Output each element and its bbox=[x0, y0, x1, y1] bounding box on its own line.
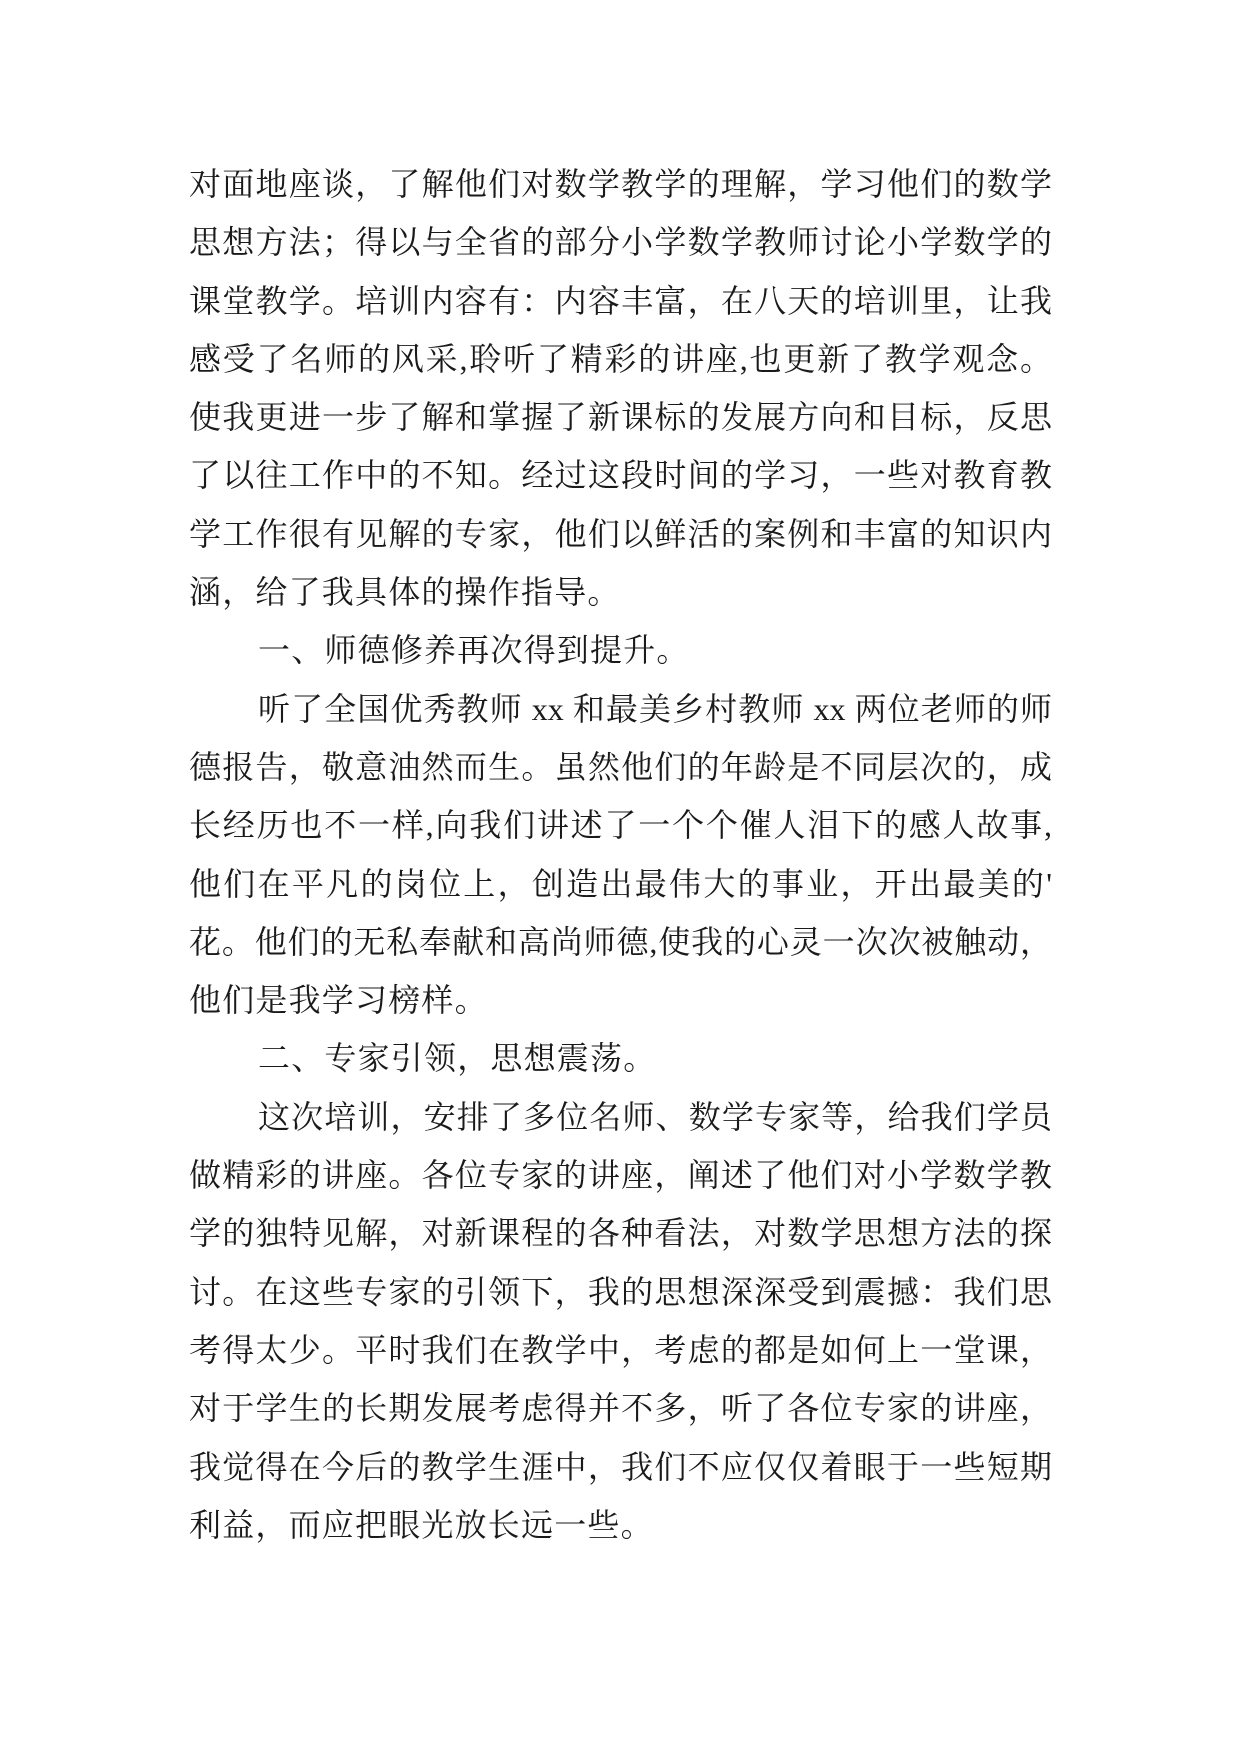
text-line: 感受了名师的风采,聆听了精彩的讲座,也更新了教学观念。 bbox=[189, 340, 1052, 377]
text-line: 使我更进一步了解和掌握了新课标的发展方向和目标，反思 bbox=[189, 399, 1052, 436]
text-line: 花。他们的无私奉献和高尚师德,使我的心灵一次次被触动， bbox=[189, 923, 1052, 960]
text-line: 这次培训，安排了多位名师、数学专家等，给我们学员 bbox=[258, 1098, 1052, 1135]
text-line: 学的独特见解，对新课程的各种看法，对数学思想方法的探 bbox=[189, 1215, 1052, 1252]
text-line: 考得太少。平时我们在教学中，考虑的都是如何上一堂课， bbox=[189, 1331, 1052, 1368]
text-line: 思想方法；得以与全省的部分小学数学教师讨论小学数学的 bbox=[189, 224, 1052, 261]
text-line: 对面地座谈，了解他们对数学教学的理解，学习他们的数学 bbox=[189, 166, 1052, 202]
text-line: 二、专家引领，思想震荡。 bbox=[258, 1040, 657, 1077]
text-line: 涵，给了我具体的操作指导。 bbox=[189, 574, 621, 611]
text-line: 做精彩的讲座。各位专家的讲座，阐述了他们对小学数学教 bbox=[189, 1157, 1052, 1194]
text-line: 他们在平凡的岗位上，创造出最伟大的事业，开出最美的' bbox=[189, 865, 1052, 902]
text-line: 利益，而应把眼光放长远一些。 bbox=[189, 1506, 654, 1543]
document-text-block bbox=[189, 155, 1052, 1554]
text-line: 对于学生的长期发展考虑得并不多，听了各位专家的讲座， bbox=[189, 1390, 1052, 1427]
text-line: 一、师德修养再次得到提升。 bbox=[258, 632, 690, 669]
text-line: 了以往工作中的不知。经过这段时间的学习，一些对教育教 bbox=[189, 457, 1052, 494]
text-line: 他们是我学习榜样。 bbox=[189, 982, 488, 1019]
text-line: 德报告，敬意油然而生。虽然他们的年龄是不同层次的，成 bbox=[189, 748, 1052, 785]
text-line: 课堂教学。培训内容有：内容丰富，在八天的培训里，让我 bbox=[189, 282, 1052, 319]
text-line: 学工作很有见解的专家，他们以鲜活的案例和丰富的知识内 bbox=[189, 515, 1052, 552]
text-line: 讨。在这些专家的引领下，我的思想深深受到震撼：我们思 bbox=[189, 1273, 1052, 1310]
text-line: 长经历也不一样,向我们讲述了一个个催人泪下的感人故事, bbox=[189, 807, 1052, 844]
text-line: 听了全国优秀教师 xx 和最美乡村教师 xx 两位老师的师 bbox=[258, 690, 1052, 727]
text-line: 我觉得在今后的教学生涯中，我们不应仅仅着眼于一些短期 bbox=[189, 1448, 1052, 1485]
